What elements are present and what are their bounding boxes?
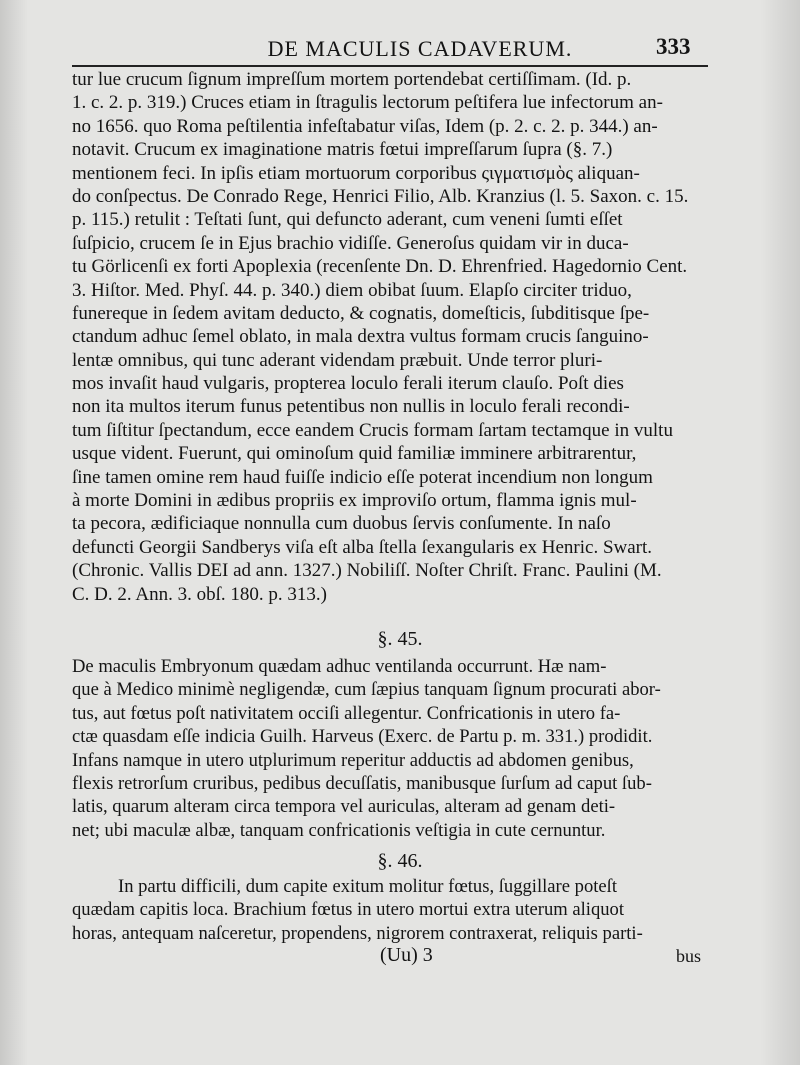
paragraph-1: [72, 68, 712, 606]
text-line: latis, quarum alteram circa tempora vel auriculas, alteram ad genam deti-: [72, 796, 616, 818]
text-line: ta pecora, ædificiaque nonnulla cum duobus ſervis conſumente. In naſo: [72, 513, 611, 535]
text-line: Infans namque in utero utplurimum reperitur adductis ad abdomen genibus,: [72, 749, 634, 771]
text-line: non ita multos iterum funus petentibus non nullis in loculo ferali recondi-: [72, 396, 630, 418]
text-line: tus, aut fœtus poſt nativitatem occiſi allegentur. Confricationis in utero fa-: [72, 702, 621, 724]
text-line: tur lue crucum ſignum impreſſum mortem portendebat certiſſimam. (Id. p.: [72, 69, 632, 90]
text-line: ſuſpicio, crucem ſe in Ejus brachio vidiſſe. Generoſus quidam vir in duca-: [72, 232, 629, 254]
text-line: lentæ omnibus, qui tunc aderant videndam præbuit. Unde terror pluri-: [72, 349, 603, 371]
text-line: net; ubi maculæ albæ, tanquam confricationis veſtigia in cute cernuntur.: [72, 819, 606, 841]
paragraph-3: [72, 875, 712, 945]
running-title: DE MACULIS CADAVERUM.: [267, 36, 573, 61]
text-line: quædam capitis loca. Brachium fœtus in utero mortui extra uterum aliquot: [72, 899, 625, 921]
page-gutter-shadow: [0, 0, 28, 1065]
text-line: In partu difficili, dum capite exitum molitur fœtus, ſuggillare poteſt: [118, 876, 617, 897]
text-line: De maculis Embryonum quædam adhuc ventilanda occurrunt. Hæ nam-: [72, 656, 607, 677]
text-line: notavit. Crucum ex imaginatione matris fœtui impreſſarum ſupra (§. 7.): [72, 139, 613, 161]
page-number: 333: [656, 34, 691, 59]
paragraph-2: [72, 655, 712, 842]
text-line: do conſpectus. De Conrado Rege, Henrici Filio, Alb. Kranzius (l. 5. Saxon. c. 15.: [72, 185, 689, 207]
text-line: (Chronic. Vallis DEI ad ann. 1327.) Nobiliſſ. Noſter Chriſt. Franc. Paulini (M.: [72, 560, 662, 582]
text-line: usque vident. Fuerunt, qui ominoſum quid familiæ imminere arbitrarentur,: [72, 443, 637, 465]
text-line: ſine tamen omine rem haud fuiſſe indicio eſſe poterat incendium non longum: [72, 466, 653, 488]
text-line: no 1656. quo Roma peſtilentia infeſtabatur viſas, Idem (p. 2. c. 2. p. 344.) an-: [72, 115, 658, 137]
text-line: p. 115.) retulit : Teſtati ſunt, qui defuncto aderant, cum veneni ſumti eſſet: [72, 209, 623, 231]
signature-mark: (Uu) 3: [380, 944, 433, 966]
text-line: à morte Domini in ædibus propriis ex improviſo ortum, flamma ignis mul-: [72, 490, 637, 512]
text-line: ctæ quasdam eſſe indicia Guilh. Harveus (Exerc. de Partu p. m. 331.) prodidit.: [72, 726, 653, 748]
text-line: mos invaſit haud vulgaris, propterea loculo ferali iterum clauſo. Poſt dies: [72, 373, 624, 395]
text-line: horas, antequam naſceretur, propendens, nigrorem contraxerat, reliquis parti-: [72, 922, 643, 944]
text-line: flexis retrorſum cruribus, pedibus decuſſatis, manibusque ſurſum ad caput ſub-: [72, 772, 652, 794]
text-line: mentionem feci. In ipſis etiam mortuorum corporibus ςιγματισμὸς aliquan-: [72, 162, 640, 184]
text-line: C. D. 2. Ann. 3. obſ. 180. p. 313.): [72, 583, 327, 605]
section-heading-45: §. 45.: [377, 628, 423, 650]
header-rule: [72, 65, 708, 67]
text-line: que à Medico minimè negligendæ, cum ſæpius tanquam ſignum procurati abor-: [72, 679, 661, 701]
catchword: bus: [676, 946, 702, 966]
text-line: ctandum adhuc ſemel oblato, in mala dextra vultus formam crucis ſanguino-: [72, 326, 649, 348]
page-edge-shadow: [760, 0, 800, 1065]
text-line: funereque in ſedem avitam deducto, & cognatis, domeſticis, ſubditisque ſpe-: [72, 302, 650, 324]
text-line: 1. c. 2. p. 319.) Cruces etiam in ſtragulis lectorum peſtifera lue infectorum an-: [72, 92, 663, 114]
text-line: tu Görlicenſi ex forti Apoplexia (recenſente Dn. D. Ehrenfried. Hagedornio Cent.: [72, 256, 688, 278]
text-line: 3. Hiſtor. Med. Phyſ. 44. p. 340.) diem obibat ſuum. Elapſo circiter triduo,: [72, 279, 632, 301]
text-line: defuncti Georgii Sandberys viſa eſt alba ſtella ſexangularis ex Henric. Swart.: [72, 536, 653, 558]
text-line: tum ſiſtitur ſpectandum, ecce eandem Crucis formam ſartam tectamque in vultu: [72, 419, 673, 441]
section-heading-46: §. 46.: [377, 850, 423, 872]
